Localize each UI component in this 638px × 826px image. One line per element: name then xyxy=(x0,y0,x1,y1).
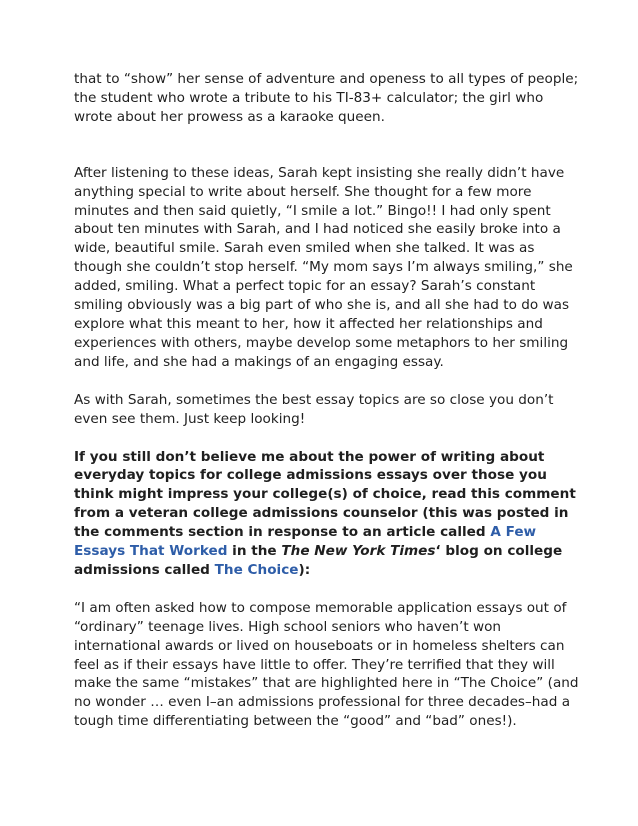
counselor-intro-text-c: ‘ blog on college admissions called xyxy=(74,543,563,578)
counselor-intro-text-d: ): xyxy=(298,561,311,578)
paragraph-examples-continuation: that to “show” her sense of adventure and openess to all types of people; the student who wrote a tribute to his TI-83+ calculator; the girl who wrote about her prowess as a karaoke queen. xyxy=(74,71,579,125)
paragraph-counselor-intro xyxy=(74,448,579,580)
document-body xyxy=(74,70,579,731)
paragraph-keep-looking: As with Sarah, sometimes the best essay topics are so close you don’t even see them. Just keep looking! xyxy=(74,391,554,427)
counselor-intro-text-a: If you still don’t believe me about the power of writing about everyday topics for college admissions essays over those you think might impress your college(s) of choice, read this comment from a veteran college admissions counselor (this was posted in the comments section in response to an article called xyxy=(74,448,576,541)
newspaper-title: The New York Times xyxy=(281,543,436,560)
paragraph-counselor-quote: “I am often asked how to compose memorable application essays out of “ordinary” teenage lives. High school seniors who haven’t won international awards or lived on houseboats or in homeless shelters can feel as if their essays have little to offer. They’re terrified that they will make the same “mistakes” that are highlighted here in “The Choice” (and no wonder … even I–an admissions professional for three decades–had a tough time differentiating between the “good” and “bad” ones!). xyxy=(74,599,579,730)
paragraph-sarah-story: After listening to these ideas, Sarah kept insisting she really didn’t have anything special to write about herself. She thought for a few more minutes and then said quietly, “I smile a lot.” Bingo!! I had only spent about ten minutes with Sarah, and I had noticed she easily broke into a wide, beautiful smile. Sarah even smiled when she talked. It was as though she couldn’t stop herself. “My mom says I’m always smiling,” she added, smiling. What a perfect topic for an essay? Sarah’s constant smiling obviously was a big part of who she is, and all she had to do was explore what this meant to her, how it affected her relationships and experiences with others, maybe develop some metaphors to her smiling and life, and she had a makings of an engaging essay. xyxy=(74,164,573,370)
link-a-few-essays-that-worked[interactable]: A Few Essays That Worked xyxy=(74,524,537,560)
counselor-intro-text-b: in the xyxy=(227,543,282,560)
link-the-choice[interactable]: The Choice xyxy=(214,561,299,578)
